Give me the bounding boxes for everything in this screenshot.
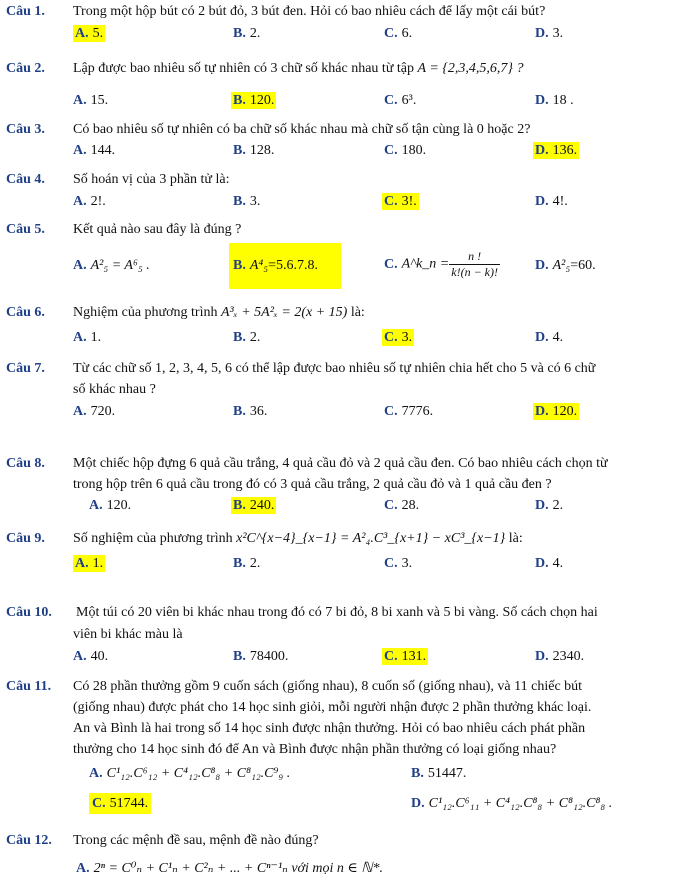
q6-equation: A³ₓ + 5A²ₓ = 2(x + 15) [220,305,348,320]
q2-d-letter: D. [535,93,549,108]
q4-d-value: 4!. [552,194,568,209]
question-5-label: Câu 5. [6,222,45,237]
q5-c-fraction [449,249,500,280]
q7-d-letter: D. [535,404,549,419]
q5-option-d[interactable] [535,258,596,274]
q5-d-value: =60. [570,258,596,273]
q5-option-c[interactable] [384,249,500,280]
q5-c-lhs: A^k_n = [401,256,450,272]
q10-c-value: 131. [401,649,427,664]
q10-d-letter: D. [535,649,549,664]
question-11-label: Câu 11. [6,679,52,694]
q10-d-value: 2340. [552,649,585,664]
q7-b-value: 36. [249,404,268,419]
question-10-text-2: viên bi khác màu là [73,627,183,642]
q2-option-b[interactable] [231,93,276,109]
q5-c-letter: C. [384,256,398,272]
q2-text-main: Lập được bao nhiêu số tự nhiên có 3 chữ số khác nhau từ tập [73,61,415,76]
q9-text-main: Số nghiệm của phương trình [73,531,233,546]
q5-c-numerator: n ! [449,249,500,265]
q11-option-c[interactable] [89,796,151,812]
q5-b-formula: A⁴₅ [249,258,269,273]
q7-a-value: 720. [90,404,116,419]
q4-b-value: 3. [249,194,261,209]
q4-option-b[interactable] [233,194,260,210]
q8-d-value: 2. [552,498,564,513]
q10-a-letter: A. [73,649,87,664]
q6-d-letter: D. [535,330,549,345]
q1-c-value: 6. [401,26,413,41]
q5-d-letter: D. [535,258,549,273]
q6-c-letter: C. [384,330,398,345]
q8-option-b[interactable] [231,498,276,514]
question-9-label: Câu 9. [6,531,45,546]
q1-option-d[interactable] [535,26,563,42]
q12-option-a[interactable] [76,860,383,877]
q1-a-letter: A. [75,26,89,41]
q10-a-value: 40. [90,649,109,664]
q5-b-value: =5.6.7.8. [268,258,319,273]
q1-d-letter: D. [535,26,549,41]
q3-d-value: 136. [552,143,578,158]
q3-b-value: 128. [249,143,275,158]
q9-option-c[interactable] [384,556,412,572]
question-7-text: Từ các chữ số 1, 2, 3, 4, 5, 6 có thể lập được bao nhiêu số tự nhiên chia hết cho 5 và có 6 chữ [73,361,596,376]
q8-a-value: 120. [106,498,132,513]
q9-c-value: 3. [401,556,413,571]
q5-c-denominator: k!(n − k)! [451,265,498,279]
q6-option-c[interactable] [382,330,414,346]
q3-c-value: 180. [401,143,427,158]
q9-option-d[interactable] [535,556,563,572]
question-8-text-2: trong hộp trên 6 quả cầu trong đó có 3 quả cầu trắng, 2 quả cầu đỏ và 1 quả cầu đen ? [73,477,552,492]
question-11-text-3: An và Bình là hai trong số 14 học sinh được nhận thưởng. Hỏi có bao nhiêu cách phát phần [73,721,586,736]
question-2-label: Câu 2. [6,61,45,76]
q5-d-formula: A²₅ [552,258,571,273]
question-4-text: Số hoán vị của 3 phần tử là: [73,172,230,187]
q11-option-a[interactable] [89,766,290,782]
q7-option-d[interactable] [533,404,579,420]
q8-c-letter: C. [384,498,398,513]
q3-a-letter: A. [73,143,87,158]
q5-b-letter: B. [233,258,246,273]
q5-option-b[interactable] [233,258,318,274]
q2-a-value: 15. [90,93,109,108]
q2-b-letter: B. [233,93,246,108]
q10-option-c[interactable] [382,649,428,665]
q3-a-value: 144. [90,143,116,158]
q2-b-value: 120. [249,93,275,108]
q8-b-letter: B. [233,498,246,513]
q3-option-c[interactable] [384,143,426,159]
q4-a-value: 2!. [90,194,106,209]
question-4-label: Câu 4. [6,172,45,187]
q2-d-value: 18 . [552,93,574,108]
q9-d-value: 4. [552,556,564,571]
q9-d-letter: D. [535,556,549,571]
q6-a-letter: A. [73,330,87,345]
question-8-text: Một chiếc hộp đựng 6 quả cầu trắng, 4 quả cầu đỏ và 2 quả cầu đen. Có bao nhiêu cách chọn từ [73,456,608,471]
q6-tail: là: [350,305,365,320]
q11-d-letter: D. [411,796,425,811]
q11-b-value: 51447. [427,766,467,781]
q4-a-letter: A. [73,194,87,209]
q6-b-letter: B. [233,330,246,345]
question-11-text-2: (giống nhau) được phát cho 14 học sinh giỏi, mỗi người nhận được 2 phần thưởng khác loại. [73,700,592,715]
q5-a-formula: A²₅ = A⁶₅ . [90,258,150,273]
q10-option-b[interactable] [233,649,288,665]
q5-option-a[interactable] [73,258,150,274]
q11-option-b[interactable] [411,766,466,782]
q6-option-a[interactable] [73,330,101,346]
q12-a-letter: A. [76,861,90,876]
q3-option-d[interactable] [533,143,579,159]
q9-a-value: 1. [92,556,104,571]
question-11-text: Có 28 phần thưởng gồm 9 cuốn sách (giống nhau), 8 cuốn số (giống nhau), và 11 chiếc bút [73,679,583,694]
q4-option-d[interactable] [535,194,568,210]
question-9-text [73,531,523,547]
q9-c-letter: C. [384,556,398,571]
question-2-text [73,61,523,77]
question-7-label: Câu 7. [6,361,45,376]
q3-option-a[interactable] [73,143,115,159]
question-11-text-4: thưởng cho 14 học sinh đó để An và Bình được nhận phần thưởng có loại giống nhau? [73,742,557,757]
q9-option-a[interactable] [73,556,105,572]
q8-b-value: 240. [249,498,275,513]
q3-c-letter: C. [384,143,398,158]
question-6-label: Câu 6. [6,305,45,320]
q7-option-a[interactable] [73,404,115,420]
q10-b-value: 78400. [249,649,289,664]
q9-b-letter: B. [233,556,246,571]
q3-d-letter: D. [535,143,549,158]
q1-d-value: 3. [552,26,564,41]
q6-option-d[interactable] [535,330,563,346]
q2-c-value: 6³. [401,93,417,108]
q2-set: A = {2,3,4,5,6,7} ? [417,61,524,76]
q1-b-letter: B. [233,26,246,41]
q9-option-b[interactable] [233,556,260,572]
q1-c-letter: C. [384,26,398,41]
q11-b-letter: B. [411,766,424,781]
question-3-label: Câu 3. [6,122,45,137]
q12-a-formula: 2ⁿ = C⁰ₙ + C¹ₙ + C²ₙ + ... + Cⁿ⁻¹ₙ với mọi n ∈ ℕ*. [93,861,383,876]
q11-d-formula: C¹₁₂.C⁶₁₁ + C⁴₁₂.C⁸₈ + C⁸₁₂.C⁸₈ . [428,796,613,811]
q7-b-letter: B. [233,404,246,419]
question-6-text [73,305,365,321]
q2-c-letter: C. [384,93,398,108]
q1-option-b[interactable] [233,26,260,42]
q8-option-a[interactable] [89,498,131,514]
q5-a-letter: A. [73,258,87,273]
q2-a-letter: A. [73,93,87,108]
q4-d-letter: D. [535,194,549,209]
q6-b-value: 2. [249,330,261,345]
q4-option-c[interactable] [382,194,419,210]
q8-option-d[interactable] [535,498,563,514]
q11-c-letter: C. [92,796,106,811]
q10-option-a[interactable] [73,649,108,665]
question-10-text: Một túi có 20 viên bi khác nhau trong đó có 7 bi đỏ, 8 bi xanh và 5 bi vàng. Số cách chọn hai [76,605,598,620]
question-10-label: Câu 10. [6,605,52,620]
q6-d-value: 4. [552,330,564,345]
q10-c-letter: C. [384,649,398,664]
q6-c-value: 3. [401,330,413,345]
q11-option-d[interactable] [411,796,612,812]
q4-c-value: 3!. [401,194,417,209]
q4-option-a[interactable] [73,194,106,210]
q7-c-letter: C. [384,404,398,419]
q4-c-letter: C. [384,194,398,209]
q11-a-letter: A. [89,766,103,781]
q6-option-b[interactable] [233,330,260,346]
q7-a-letter: A. [73,404,87,419]
q7-c-value: 7776. [401,404,434,419]
question-8-label: Câu 8. [6,456,45,471]
q11-c-value: 51744. [109,796,149,811]
q1-b-value: 2. [249,26,261,41]
question-3-text: Có bao nhiêu số tự nhiên có ba chữ số khác nhau mà chữ số tận cùng là 0 hoặc 2? [73,122,531,137]
q6-a-value: 1. [90,330,102,345]
q8-c-value: 28. [401,498,420,513]
q10-b-letter: B. [233,649,246,664]
question-1-text: Trong một hộp bút có 2 bút đỏ, 3 bút đen. Hỏi có bao nhiêu cách để lấy một cái bút? [73,4,546,19]
q7-d-value: 120. [552,404,578,419]
question-7-text-2: số khác nhau ? [73,382,156,397]
q3-b-letter: B. [233,143,246,158]
q1-a-value: 5. [92,26,104,41]
q9-a-letter: A. [75,556,89,571]
q9-tail: là: [508,531,523,546]
q8-d-letter: D. [535,498,549,513]
q7-option-c[interactable] [384,404,433,420]
question-12-text: Trong các mệnh đề sau, mệnh đề nào đúng? [73,833,319,848]
q8-a-letter: A. [89,498,103,513]
q7-option-b[interactable] [233,404,267,420]
q2-option-d[interactable] [535,93,574,109]
q2-option-a[interactable] [73,93,108,109]
q11-a-formula: C¹₁₂.C⁶₁₂ + C⁴₁₂.C⁸₈ + C⁸₁₂.C⁹₉ . [106,766,291,781]
question-5-text: Kết quả nào sau đây là đúng ? [73,222,242,237]
q6-text-main: Nghiệm của phương trình [73,305,218,320]
q1-option-a[interactable] [73,26,105,42]
q1-option-c[interactable] [384,26,412,42]
q3-option-b[interactable] [233,143,274,159]
q9-b-value: 2. [249,556,261,571]
q10-option-d[interactable] [535,649,584,665]
q8-option-c[interactable] [384,498,419,514]
question-1-label: Câu 1. [6,4,45,19]
q4-b-letter: B. [233,194,246,209]
question-12-label: Câu 12. [6,833,52,848]
q2-option-c[interactable] [384,93,416,109]
q9-equation: x²C^{x−4}_{x−1} = A²₄.C³_{x+1} − xC³_{x−1} [236,531,506,546]
